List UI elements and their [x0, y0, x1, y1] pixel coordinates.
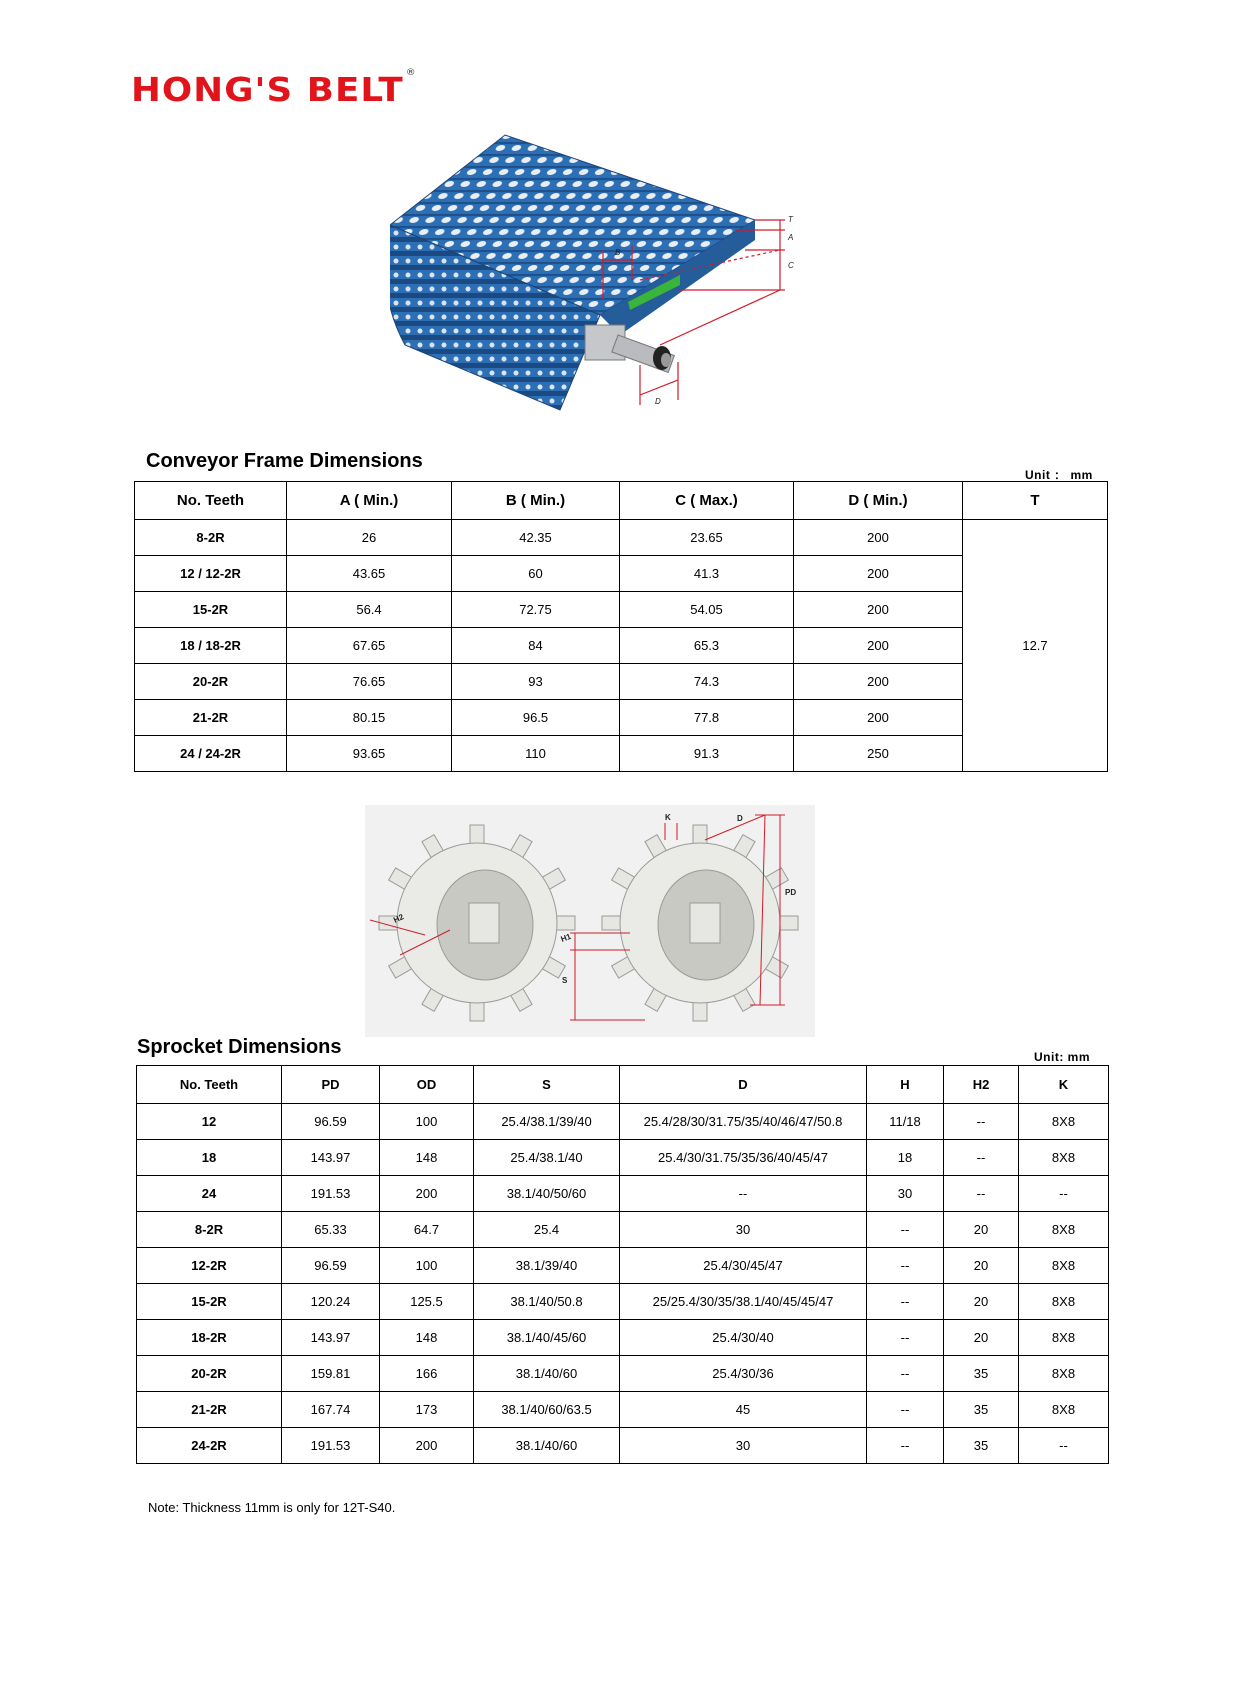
label-c: C	[788, 261, 794, 270]
sprocket-cell: 25.4/38.1/40	[474, 1140, 620, 1176]
sprocket-row-teeth: 21-2R	[137, 1392, 282, 1428]
frame-cell: 67.65	[287, 628, 452, 664]
sprocket-row	[137, 1176, 1109, 1212]
sprocket-cell: --	[944, 1140, 1019, 1176]
sprocket-figure	[365, 805, 815, 1037]
sprocket-cell: 35	[944, 1428, 1019, 1464]
sprocket-cell: 125.5	[380, 1284, 474, 1320]
frame-cell: 72.75	[452, 592, 620, 628]
sprocket-cell: 18	[867, 1140, 944, 1176]
frame-row-teeth: 21-2R	[135, 700, 287, 736]
frame-cell: 93.65	[287, 736, 452, 772]
frame-cell: 42.35	[452, 520, 620, 556]
sprocket-cell: 25.4/28/30/31.75/35/40/46/47/50.8	[620, 1104, 867, 1140]
sprocket-cell: 8X8	[1019, 1284, 1109, 1320]
sprocket-col-header: No. Teeth	[137, 1066, 282, 1104]
frame-cell: 76.65	[287, 664, 452, 700]
frame-cell: 93	[452, 664, 620, 700]
sprocket-row	[137, 1284, 1109, 1320]
sprocket-cell: 8X8	[1019, 1320, 1109, 1356]
sprocket-row-teeth: 12-2R	[137, 1248, 282, 1284]
frame-row-teeth: 12 / 12-2R	[135, 556, 287, 592]
sprocket-cell: --	[1019, 1176, 1109, 1212]
sprocket-cell: --	[944, 1176, 1019, 1212]
sprocket-cell: 30	[620, 1428, 867, 1464]
sprocket-cell: 8X8	[1019, 1248, 1109, 1284]
frame-cell: 41.3	[620, 556, 794, 592]
sprocket-cell: 166	[380, 1356, 474, 1392]
sprocket-cell: 8X8	[1019, 1392, 1109, 1428]
frame-cell: 96.5	[452, 700, 620, 736]
label-d-sprocket: D	[737, 814, 743, 823]
frame-unit: Unit ： mm	[1025, 468, 1093, 482]
sprocket-cell: 25.4/30/45/47	[620, 1248, 867, 1284]
sprocket-cell: --	[867, 1284, 944, 1320]
sprocket-cell: 8X8	[1019, 1356, 1109, 1392]
label-a: A	[788, 233, 794, 242]
sprocket-cell: --	[867, 1392, 944, 1428]
sprocket-dimensions-table	[136, 1065, 1109, 1464]
frame-row	[135, 592, 1108, 628]
sprocket-cell: 20	[944, 1212, 1019, 1248]
sprocket-cell: 191.53	[282, 1176, 380, 1212]
sprocket-col-header: D	[620, 1066, 867, 1104]
frame-cell: 80.15	[287, 700, 452, 736]
logo-text: HONG'S BELT	[131, 70, 404, 109]
frame-col-header: T	[963, 482, 1108, 520]
label-h2: H2	[392, 912, 406, 925]
frame-row-teeth: 18 / 18-2R	[135, 628, 287, 664]
sprocket-row	[137, 1212, 1109, 1248]
frame-cell: 200	[794, 520, 963, 556]
sprocket-cell: 45	[620, 1392, 867, 1428]
sprocket-cell: 120.24	[282, 1284, 380, 1320]
frame-t-value: 12.7	[963, 520, 1108, 772]
label-b: B	[615, 248, 621, 257]
sprocket-row-teeth: 24	[137, 1176, 282, 1212]
footnote: Note: Thickness 11mm is only for 12T-S40.	[148, 1500, 396, 1515]
frame-cell: 77.8	[620, 700, 794, 736]
sprocket-cell: --	[867, 1356, 944, 1392]
frame-row	[135, 736, 1108, 772]
frame-cell: 200	[794, 700, 963, 736]
sprocket-cell: --	[867, 1428, 944, 1464]
frame-cell: 250	[794, 736, 963, 772]
frame-row	[135, 664, 1108, 700]
frame-row	[135, 628, 1108, 664]
label-h1: H1	[559, 931, 573, 944]
sprocket-cell: 148	[380, 1140, 474, 1176]
sprocket-row	[137, 1356, 1109, 1392]
sprocket-cell: 11/18	[867, 1104, 944, 1140]
sprocket-cell: 30	[620, 1212, 867, 1248]
frame-row-teeth: 24 / 24-2R	[135, 736, 287, 772]
sprocket-cell: 8X8	[1019, 1140, 1109, 1176]
sprocket-cell: 20	[944, 1284, 1019, 1320]
sprocket-cell: 8X8	[1019, 1104, 1109, 1140]
frame-cell: 26	[287, 520, 452, 556]
sprocket-cell: 200	[380, 1176, 474, 1212]
sprocket-col-header: H	[867, 1066, 944, 1104]
sprocket-row-teeth: 20-2R	[137, 1356, 282, 1392]
sprocket-cell: --	[944, 1104, 1019, 1140]
label-s: S	[562, 976, 568, 985]
sprocket-cell: 143.97	[282, 1140, 380, 1176]
sprocket-cell: 143.97	[282, 1320, 380, 1356]
sprocket-cell: 38.1/39/40	[474, 1248, 620, 1284]
sprocket-cell: 25.4/30/31.75/35/36/40/45/47	[620, 1140, 867, 1176]
sprocket-cell: 65.33	[282, 1212, 380, 1248]
sprocket-cell: --	[867, 1248, 944, 1284]
sprocket-cell: 25.4/30/36	[620, 1356, 867, 1392]
sprocket-cell: 64.7	[380, 1212, 474, 1248]
sprocket-cell: 100	[380, 1248, 474, 1284]
frame-cell: 74.3	[620, 664, 794, 700]
sprocket-cell: --	[867, 1212, 944, 1248]
sprocket-title: Sprocket Dimensions	[137, 1036, 342, 1058]
sprocket-cell: 38.1/40/60	[474, 1356, 620, 1392]
sprocket-col-header: OD	[380, 1066, 474, 1104]
sprocket-row-teeth: 15-2R	[137, 1284, 282, 1320]
sprocket-cell: 35	[944, 1392, 1019, 1428]
sprocket-row-teeth: 12	[137, 1104, 282, 1140]
frame-cell: 65.3	[620, 628, 794, 664]
frame-cell: 200	[794, 556, 963, 592]
sprocket-cell: 173	[380, 1392, 474, 1428]
frame-cell: 23.65	[620, 520, 794, 556]
frame-cell: 43.65	[287, 556, 452, 592]
frame-row	[135, 556, 1108, 592]
sprocket-cell: 38.1/40/45/60	[474, 1320, 620, 1356]
sprocket-cell: 25.4	[474, 1212, 620, 1248]
sprocket-cell: 38.1/40/50.8	[474, 1284, 620, 1320]
sprocket-row	[137, 1248, 1109, 1284]
frame-row-teeth: 8-2R	[135, 520, 287, 556]
sprocket-cell: 191.53	[282, 1428, 380, 1464]
frame-title: Conveyor Frame Dimensions	[146, 450, 423, 472]
frame-col-header: No. Teeth	[135, 482, 287, 520]
sprocket-cell: --	[620, 1176, 867, 1212]
frame-header-row	[135, 482, 1108, 520]
sprocket-cell: 20	[944, 1248, 1019, 1284]
sprocket-cell: 100	[380, 1104, 474, 1140]
sprocket-unit: Unit: mm	[1034, 1050, 1090, 1064]
sprocket-cell: 96.59	[282, 1104, 380, 1140]
sprocket-cell: 159.81	[282, 1356, 380, 1392]
registered-mark: ®	[405, 68, 417, 78]
sprocket-cell: 35	[944, 1356, 1019, 1392]
frame-row	[135, 520, 1108, 556]
frame-cell: 200	[794, 628, 963, 664]
sprocket-row-teeth: 24-2R	[137, 1428, 282, 1464]
sprocket-row	[137, 1392, 1109, 1428]
frame-cell: 200	[794, 664, 963, 700]
sprocket-row	[137, 1140, 1109, 1176]
sprocket-cell: 25.4/38.1/39/40	[474, 1104, 620, 1140]
frame-col-header: A ( Min.)	[287, 482, 452, 520]
frame-cell: 54.05	[620, 592, 794, 628]
label-pd: PD	[785, 888, 797, 897]
sprocket-row	[137, 1104, 1109, 1140]
frame-cell: 56.4	[287, 592, 452, 628]
sprocket-cell: 25.4/30/40	[620, 1320, 867, 1356]
sprocket-cell: 25/25.4/30/35/38.1/40/45/45/47	[620, 1284, 867, 1320]
sprocket-col-header: H2	[944, 1066, 1019, 1104]
frame-col-header: D ( Min.)	[794, 482, 963, 520]
frame-cell: 84	[452, 628, 620, 664]
sprocket-cell: --	[1019, 1428, 1109, 1464]
sprocket-col-header: PD	[282, 1066, 380, 1104]
frame-cell: 60	[452, 556, 620, 592]
sprocket-header-row	[137, 1066, 1109, 1104]
sprocket-cell: 38.1/40/60	[474, 1428, 620, 1464]
frame-cell: 91.3	[620, 736, 794, 772]
frame-row-teeth: 20-2R	[135, 664, 287, 700]
frame-cell: 110	[452, 736, 620, 772]
sprocket-cell: --	[867, 1320, 944, 1356]
label-k: K	[665, 813, 671, 822]
frame-dimensions-table	[134, 481, 1108, 772]
sprocket-row-teeth: 18-2R	[137, 1320, 282, 1356]
modular-belt-figure	[390, 130, 850, 440]
sprocket-row-teeth: 18	[137, 1140, 282, 1176]
frame-row	[135, 700, 1108, 736]
sprocket-cell: 8X8	[1019, 1212, 1109, 1248]
sprocket-cell: 167.74	[282, 1392, 380, 1428]
sprocket-cell: 200	[380, 1428, 474, 1464]
sprocket-cell: 30	[867, 1176, 944, 1212]
sprocket-row	[137, 1320, 1109, 1356]
brand-logo	[131, 70, 417, 109]
sprocket-row	[137, 1428, 1109, 1464]
frame-cell: 200	[794, 592, 963, 628]
frame-row-teeth: 15-2R	[135, 592, 287, 628]
sprocket-cell: 38.1/40/50/60	[474, 1176, 620, 1212]
sprocket-col-header: K	[1019, 1066, 1109, 1104]
label-d: D	[655, 397, 661, 406]
frame-col-header: C ( Max.)	[620, 482, 794, 520]
sprocket-cell: 20	[944, 1320, 1019, 1356]
sprocket-cell: 96.59	[282, 1248, 380, 1284]
sprocket-cell: 38.1/40/60/63.5	[474, 1392, 620, 1428]
label-t: T	[788, 215, 793, 224]
frame-col-header: B ( Min.)	[452, 482, 620, 520]
sprocket-cell: 148	[380, 1320, 474, 1356]
sprocket-col-header: S	[474, 1066, 620, 1104]
sprocket-row-teeth: 8-2R	[137, 1212, 282, 1248]
